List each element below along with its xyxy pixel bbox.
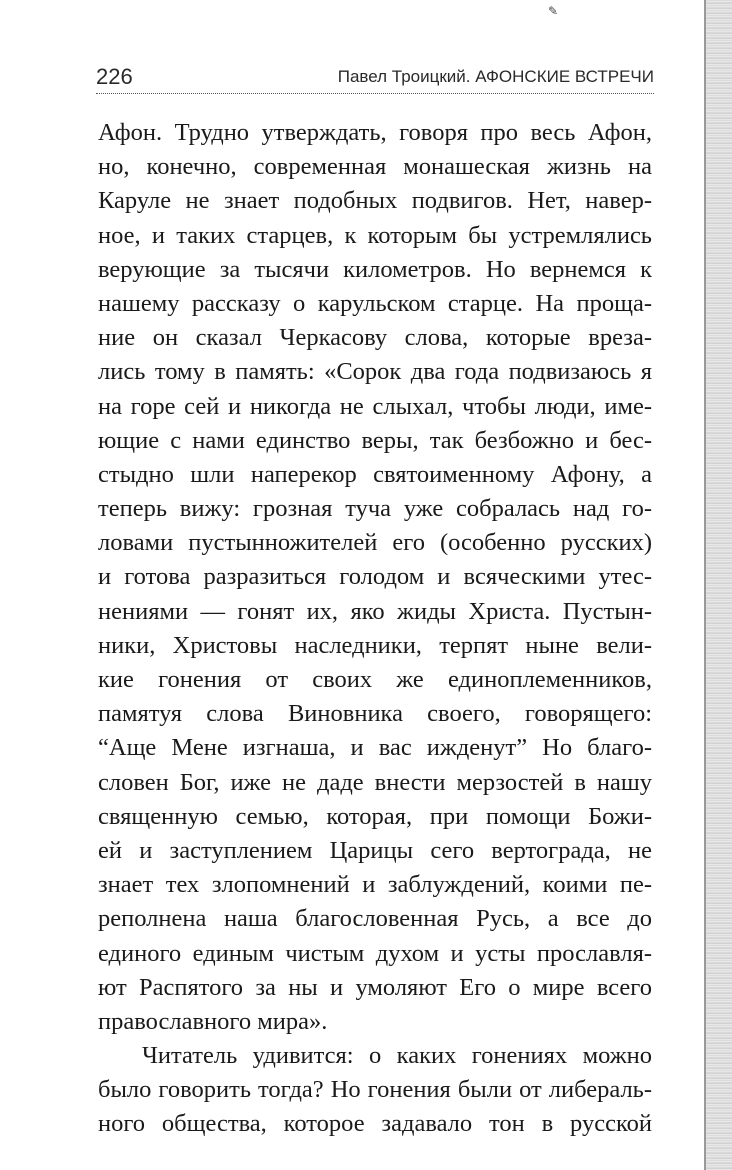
text-line: теперь вижу: грозная туча уже собралась над го- [98,495,652,523]
text-line: ют Распятого за ны и умоляют Его о мире всего [98,973,652,1001]
text-line: но, конечно, современная монашеская жизнь на [98,153,652,181]
text-line: ное, и таких старцев, к которым бы устремлялись [98,221,652,249]
header-rule [96,93,654,94]
text-line: ей и заступлением Царицы сего вертограда, не [98,836,652,864]
text-line: ние он сказал Черкасову слова, которые вреза- [98,324,652,352]
text-line: словен Бог, иже не даде внести мерзостей в нашу [98,768,652,796]
text-line: ющие с нами единство веры, так безбожно и бес- [98,426,652,454]
text-line: лись тому в память: «Сорок два года подвизаюсь я [98,358,652,386]
page-number: 226 [96,64,133,89]
running-head: Павел Троицкий. АФОНСКИЕ ВСТРЕЧИ [337,67,654,86]
text-line: “Аще Мене изгнаша, и вас ижденут” Но благо- [98,734,652,762]
page-binding-edge [706,0,732,1170]
text-line: нениями — гонят их, яко жиды Христа. Пустын- [98,597,652,625]
text-line: было говорить тогда? Но гонения были от либераль- [98,1076,652,1104]
text-line: знает тех злопомнений и заблуждений, коими пе- [98,871,652,899]
text-line: православного мира». [98,1007,328,1035]
text-line: священную семью, которая, при помощи Божи- [98,802,652,830]
text-line: реполнена наша благословенная Русь, а все до [98,905,652,933]
text-line: ловами пустынножителей его (особенно русских) [98,529,652,557]
body-text [98,116,652,1142]
text-line: ники, Христовы наследники, терпят ныне вели- [98,631,652,659]
page-header [96,60,654,94]
text-line: нашему рассказу о карульском старце. На проща- [98,289,652,317]
text-line: памятуя слова Виновника своего, говорящего: [98,700,652,728]
text-line: Читатель удивится: о каких гонениях можно [142,1042,652,1070]
text-line: верующие за тысячи километров. Но вернемся к [98,255,652,283]
text-line: на горе сей и никогда не слыхал, чтобы люди, име- [98,392,652,420]
text-line: и готова разразиться голодом и всяческими утес- [98,563,652,591]
text-line: Афон. Трудно утверждать, говоря про весь Афон, [98,119,652,146]
margin-mark: ✎ [548,4,559,18]
text-line: единого единым чистым духом и усты прославля- [98,939,652,967]
text-line: ного общества, которое задавало тон в русской [98,1110,652,1138]
text-line: стыдно шли наперекор святоименному Афону, а [98,460,652,488]
text-line: кие гонения от своих же единоплеменников, [98,666,652,693]
text-line: Каруле не знает подобных подвигов. Нет, навер- [98,187,652,215]
